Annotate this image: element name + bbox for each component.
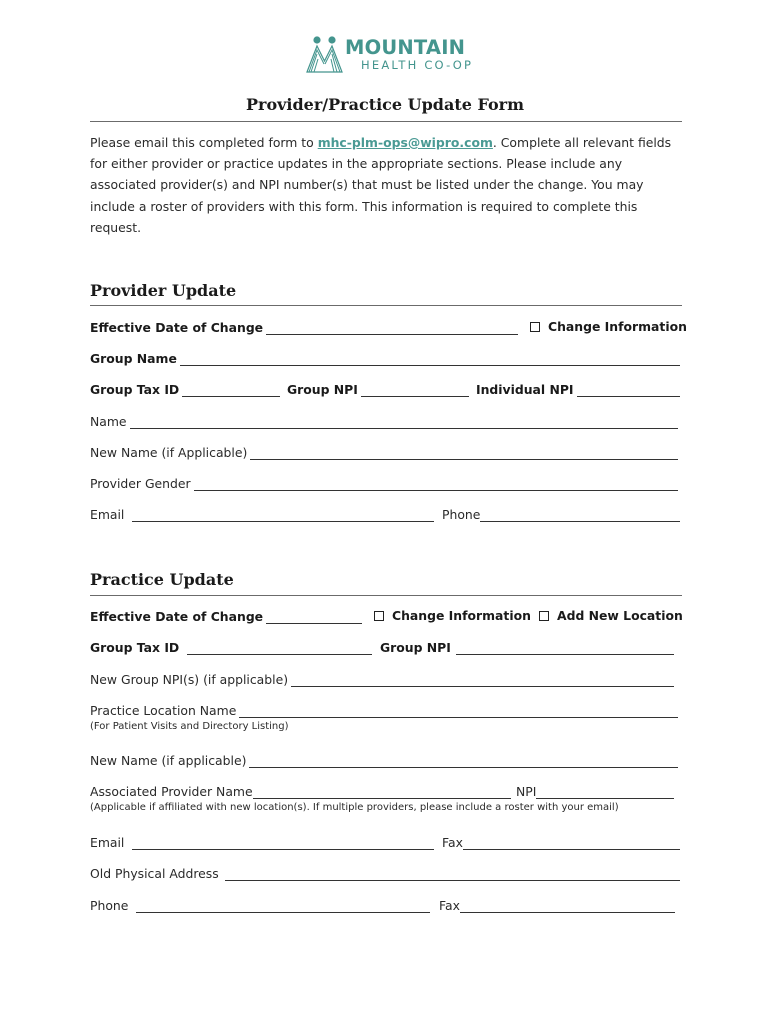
assoc-provider-note: (Applicable if affiliated with new location(s). If multiple providers, please include a roster with your email) bbox=[90, 802, 619, 813]
group-npi-line[interactable] bbox=[456, 642, 674, 655]
provider-ids-row bbox=[90, 381, 680, 399]
assoc-provider-name-field[interactable] bbox=[90, 783, 511, 799]
new-name-line[interactable] bbox=[250, 447, 678, 460]
group-name-field[interactable] bbox=[90, 350, 680, 366]
practice-new-name-field[interactable] bbox=[90, 752, 678, 768]
email-line[interactable] bbox=[132, 509, 434, 522]
logo-wordmark: MOUNTAIN bbox=[345, 36, 466, 59]
group-tax-id-label: Group Tax ID bbox=[90, 640, 180, 655]
practice-email-field[interactable] bbox=[90, 834, 434, 850]
practice-change-info-checkbox[interactable] bbox=[374, 608, 531, 624]
practice-fax2-field[interactable] bbox=[439, 897, 675, 913]
provider-phone-field[interactable] bbox=[442, 506, 680, 522]
group-npi-line[interactable] bbox=[361, 384, 469, 397]
assoc-provider-line[interactable] bbox=[253, 786, 511, 799]
effective-date-line[interactable] bbox=[266, 322, 518, 335]
effective-date-line[interactable] bbox=[266, 611, 362, 624]
old-address-label: Old Physical Address bbox=[90, 866, 219, 881]
practice-effective-date-field[interactable] bbox=[90, 608, 362, 624]
email-link[interactable]: mhc-plm-ops@wipro.com bbox=[317, 135, 493, 150]
title-divider bbox=[90, 121, 682, 122]
provider-section-title: Provider Update bbox=[90, 281, 237, 300]
old-address-line[interactable] bbox=[225, 868, 680, 881]
new-group-npi-row bbox=[90, 671, 680, 689]
gender-row bbox=[90, 475, 680, 493]
intro-text-end: . Complete all relevant fields for either provider or practice updates in the appropriate sections. Please include any associated provider(s) and NPI number(s) that must be listed under the change. You may include a roster of providers with this form. This information is required to complete this request. bbox=[90, 135, 672, 235]
new-group-npi-line[interactable] bbox=[291, 674, 674, 687]
mountain-health-logo bbox=[305, 34, 475, 76]
practice-fax-field[interactable] bbox=[442, 834, 680, 850]
change-info-label: Change Information bbox=[548, 319, 687, 334]
phone-line[interactable] bbox=[136, 900, 430, 913]
email-label: Email bbox=[90, 507, 125, 522]
new-name-label: New Name (if Applicable) bbox=[90, 445, 248, 460]
practice-effective-date-row bbox=[90, 608, 683, 626]
gender-line[interactable] bbox=[194, 478, 678, 491]
mountain-logo-icon bbox=[305, 34, 345, 74]
group-tax-id-line[interactable] bbox=[187, 642, 372, 655]
new-group-npi-label: New Group NPI(s) (if applicable) bbox=[90, 672, 289, 687]
intro-text-start: Please email this completed form to bbox=[90, 135, 318, 150]
add-new-location-checkbox[interactable] bbox=[539, 608, 683, 624]
practice-new-name-row bbox=[90, 752, 680, 770]
effective-date-label: Effective Date of Change bbox=[90, 609, 264, 624]
name-field[interactable] bbox=[90, 413, 678, 429]
provider-effective-date-row bbox=[90, 319, 687, 337]
old-address-row bbox=[90, 865, 680, 883]
change-info-label: Change Information bbox=[392, 608, 531, 623]
provider-gender-field[interactable] bbox=[90, 475, 678, 491]
group-npi-label: Group NPI bbox=[380, 640, 451, 655]
provider-group-tax-id-field[interactable] bbox=[90, 381, 280, 397]
individual-npi-field[interactable] bbox=[476, 381, 680, 397]
npi-label: NPI bbox=[516, 784, 537, 799]
name-row bbox=[90, 413, 680, 431]
new-name-label: New Name (if applicable) bbox=[90, 753, 247, 768]
practice-phone-field[interactable] bbox=[90, 897, 430, 913]
fax-label: Fax bbox=[442, 835, 463, 850]
provider-divider bbox=[90, 305, 682, 306]
npi-line[interactable] bbox=[536, 786, 674, 799]
practice-contact-row bbox=[90, 834, 680, 852]
add-location-label: Add New Location bbox=[557, 608, 683, 623]
group-name-label: Group Name bbox=[90, 351, 177, 366]
individual-npi-label: Individual NPI bbox=[476, 382, 574, 397]
provider-change-info-checkbox[interactable] bbox=[530, 319, 687, 335]
email-line[interactable] bbox=[132, 837, 434, 850]
group-tax-id-line[interactable] bbox=[182, 384, 280, 397]
name-label: Name bbox=[90, 414, 127, 429]
new-name-row bbox=[90, 444, 680, 462]
checkbox-icon[interactable] bbox=[530, 322, 540, 332]
phone-line[interactable] bbox=[480, 509, 680, 522]
practice-divider bbox=[90, 595, 682, 596]
fax-line[interactable] bbox=[463, 837, 680, 850]
old-physical-address-field[interactable] bbox=[90, 865, 680, 881]
location-name-label: Practice Location Name bbox=[90, 703, 237, 718]
group-name-line[interactable] bbox=[180, 353, 680, 366]
location-name-row bbox=[90, 702, 680, 720]
provider-group-npi-field[interactable] bbox=[287, 381, 469, 397]
practice-group-tax-id-field[interactable] bbox=[90, 639, 372, 655]
gender-label: Provider Gender bbox=[90, 476, 191, 491]
location-name-line[interactable] bbox=[239, 705, 678, 718]
practice-location-name-field[interactable] bbox=[90, 702, 678, 718]
phone-label: Phone bbox=[442, 507, 481, 522]
provider-effective-date-field[interactable] bbox=[90, 319, 518, 335]
email-label: Email bbox=[90, 835, 125, 850]
phone-label: Phone bbox=[90, 898, 129, 913]
group-tax-id-label: Group Tax ID bbox=[90, 382, 180, 397]
effective-date-label: Effective Date of Change bbox=[90, 320, 264, 335]
practice-group-npi-field[interactable] bbox=[380, 639, 674, 655]
provider-email-field[interactable] bbox=[90, 506, 434, 522]
form-title: Provider/Practice Update Form bbox=[245, 95, 525, 114]
new-group-npi-field[interactable] bbox=[90, 671, 674, 687]
location-name-note: (For Patient Visits and Directory Listing) bbox=[90, 721, 289, 732]
practice-section-title: Practice Update bbox=[90, 570, 234, 589]
provider-contact-row bbox=[90, 506, 680, 524]
fax-label: Fax bbox=[439, 898, 460, 913]
intro-paragraph bbox=[90, 132, 690, 238]
assoc-provider-label: Associated Provider Name bbox=[90, 784, 253, 799]
checkbox-icon[interactable] bbox=[539, 611, 549, 621]
name-line[interactable] bbox=[130, 416, 678, 429]
group-npi-label: Group NPI bbox=[287, 382, 358, 397]
provider-new-name-field[interactable] bbox=[90, 444, 678, 460]
group-name-row bbox=[90, 350, 680, 368]
fax-line[interactable] bbox=[460, 900, 675, 913]
assoc-provider-row bbox=[90, 783, 680, 801]
checkbox-icon[interactable] bbox=[374, 611, 384, 621]
practice-phone-row bbox=[90, 897, 680, 915]
practice-ids-row bbox=[90, 639, 680, 657]
new-name-line[interactable] bbox=[249, 755, 678, 768]
assoc-npi-field[interactable] bbox=[516, 783, 674, 799]
individual-npi-line[interactable] bbox=[577, 384, 680, 397]
logo-subtitle: HEALTH CO-OP bbox=[361, 58, 474, 72]
